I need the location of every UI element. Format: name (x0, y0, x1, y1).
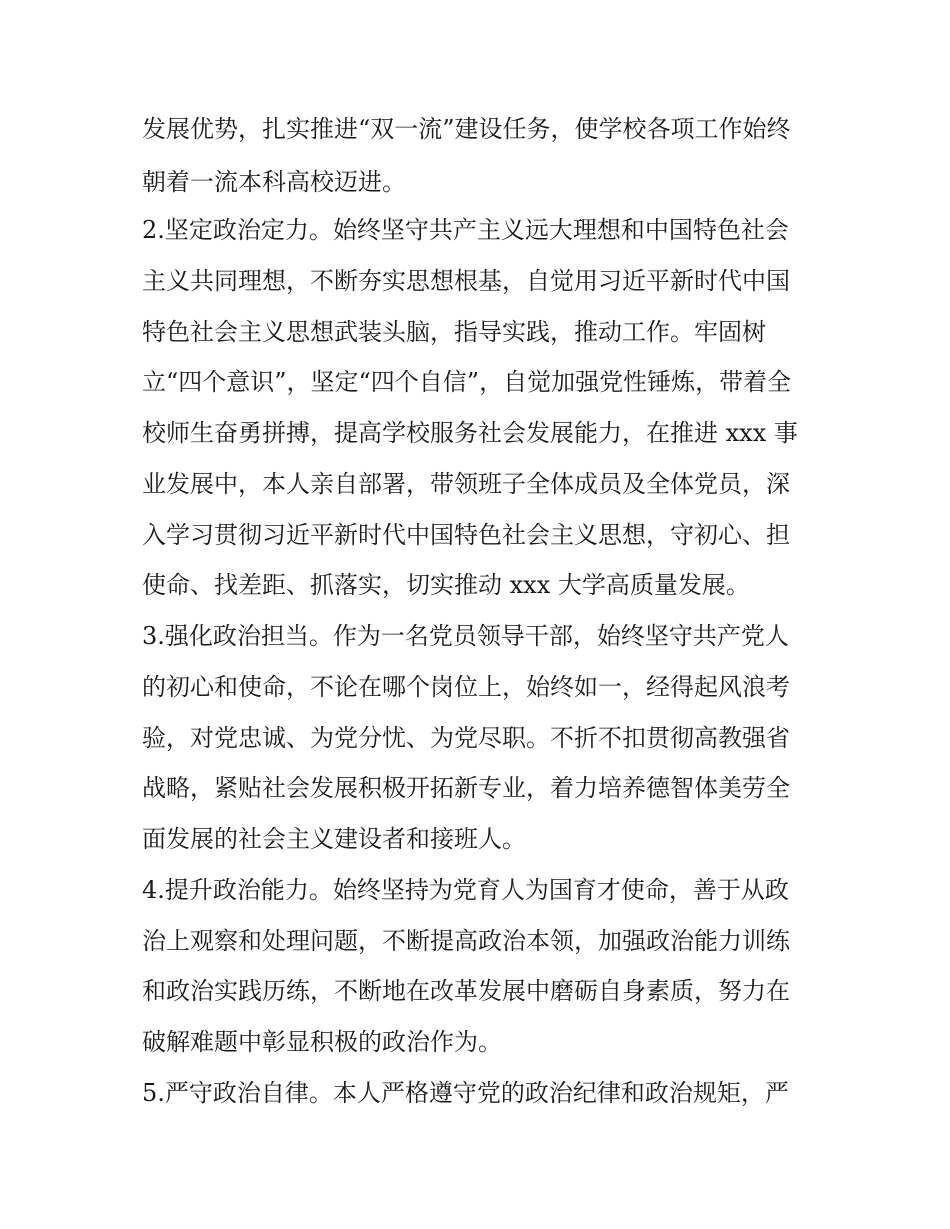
text-line: 校师生奋勇拼搏，提高学校服务社会发展能力，在推进 xxx 事 (142, 419, 798, 447)
text-line: 4.提升政治能力。始终坚持为党育人为国育才使命，善于从政 (142, 876, 789, 904)
text-line: 朝着一流本科高校迈进。 (142, 168, 406, 196)
text-line: 主义共同理想，不断夯实思想根基，自觉用习近平新时代中国 (142, 267, 790, 295)
text-line: 立“四个意识”，坚定“四个自信”，自觉加强党性锤炼，带着全 (142, 368, 792, 396)
text-line: 入学习贯彻习近平新时代中国特色社会主义思想，守初心、担 (142, 521, 790, 549)
text-line: 治上观察和处理问题，不断提高政治本领，加强政治能力训练 (142, 927, 790, 955)
text-line: 3.强化政治担当。作为一名党员领导干部，始终坚守共产党人 (142, 622, 789, 650)
text-line: 2.坚定政治定力。始终坚守共产主义远大理想和中国特色社会 (142, 216, 789, 244)
text-line: 面发展的社会主义建设者和接班人。 (142, 825, 526, 853)
text-line: 发展优势，扎实推进“双一流”建设任务，使学校各项工作始终 (142, 115, 791, 143)
text-line: 使命、找差距、抓落实，切实推动 xxx 大学高质量发展。 (142, 571, 750, 599)
text-line: 战略，紧贴社会发展积极开拓新专业，着力培养德智体美劳全 (142, 774, 790, 802)
text-line: 的初心和使命，不论在哪个岗位上，始终如一，经得起风浪考 (142, 673, 790, 701)
text-line: 和政治实践历练，不断地在改革发展中磨砺自身素质，努力在 (142, 977, 790, 1005)
text-line: 特色社会主义思想武装头脑，指导实践，推动工作。牢固树 (142, 318, 766, 346)
text-line: 业发展中，本人亲自部署，带领班子全体成员及全体党员，深 (142, 470, 790, 498)
text-line: 验，对党忠诚、为党分忧、为党尽职。不折不扣贯彻高教强省 (142, 724, 790, 752)
text-line: 5.严守政治自律。本人严格遵守党的政治纪律和政治规矩，严 (142, 1079, 789, 1107)
text-line: 破解难题中彰显积极的政治作为。 (142, 1028, 502, 1056)
